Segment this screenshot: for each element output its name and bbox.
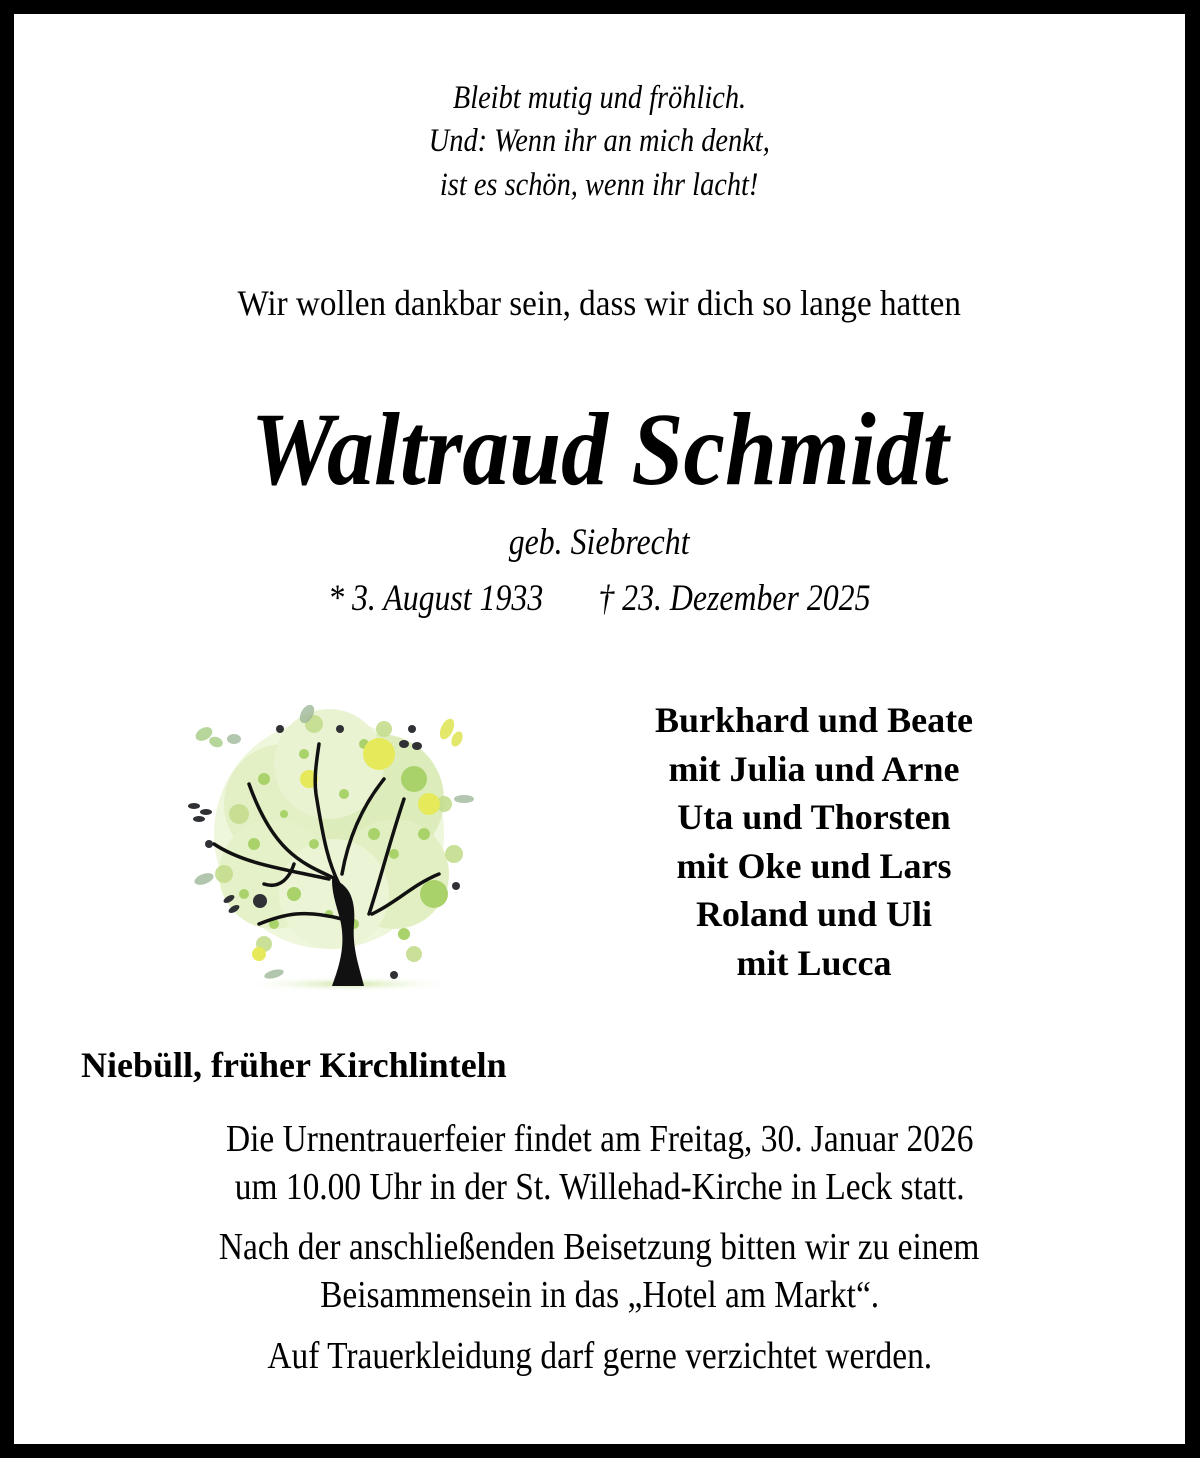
service-info-line-4: Beisammensein in das „Hotel am Markt“. [319, 1274, 880, 1316]
service-info-line-1: Die Urnentrauerfeier findet am Freitag, 30. Januar 2026 [225, 1118, 974, 1160]
service-info-line-5: Auf Trauerkleidung darf gerne verzichtet werden. [267, 1335, 932, 1377]
mourner-line: Burkhard und Beate [654, 700, 974, 740]
mourner-line: mit Julia und Arne [668, 748, 960, 789]
mourner-line: Roland und Uli [695, 894, 933, 934]
obituary-notice [14, 14, 1185, 1444]
service-info-line-2: um 10.00 Uhr in der St. Willehad-Kirche in Leck statt. [234, 1166, 965, 1208]
mourner-line: Uta und Thorsten [677, 797, 951, 837]
mourners-list [574, 696, 1054, 987]
tree-illustration-icon [164, 684, 494, 1004]
service-info-line-3: Nach der anschließenden Beisetzung bitten wir zu einem [219, 1226, 980, 1268]
intro-text: Wir wollen dankbar sein, dass wir dich so lange hatten [237, 283, 962, 323]
death-date: † 23. Dezember 2025 [598, 578, 871, 619]
mourner-line: mit Oke und Lars [676, 845, 952, 886]
quote-line-3: ist es schön, wenn ihr lacht! [440, 167, 759, 203]
place-of-residence: Niebüll, früher Kirchlinteln [81, 1045, 507, 1085]
mourner-line: mit Lucca [736, 942, 892, 983]
deceased-name: Waltraud Schmidt [250, 392, 949, 507]
birth-date: * 3. August 1933 [328, 578, 544, 619]
life-dates [14, 577, 1185, 620]
quote-line-1: Bleibt mutig und fröhlich. [452, 80, 747, 116]
quote-line-2: Und: Wenn ihr an mich denkt, [428, 123, 771, 159]
maiden-name: geb. Siebrecht [509, 522, 690, 563]
